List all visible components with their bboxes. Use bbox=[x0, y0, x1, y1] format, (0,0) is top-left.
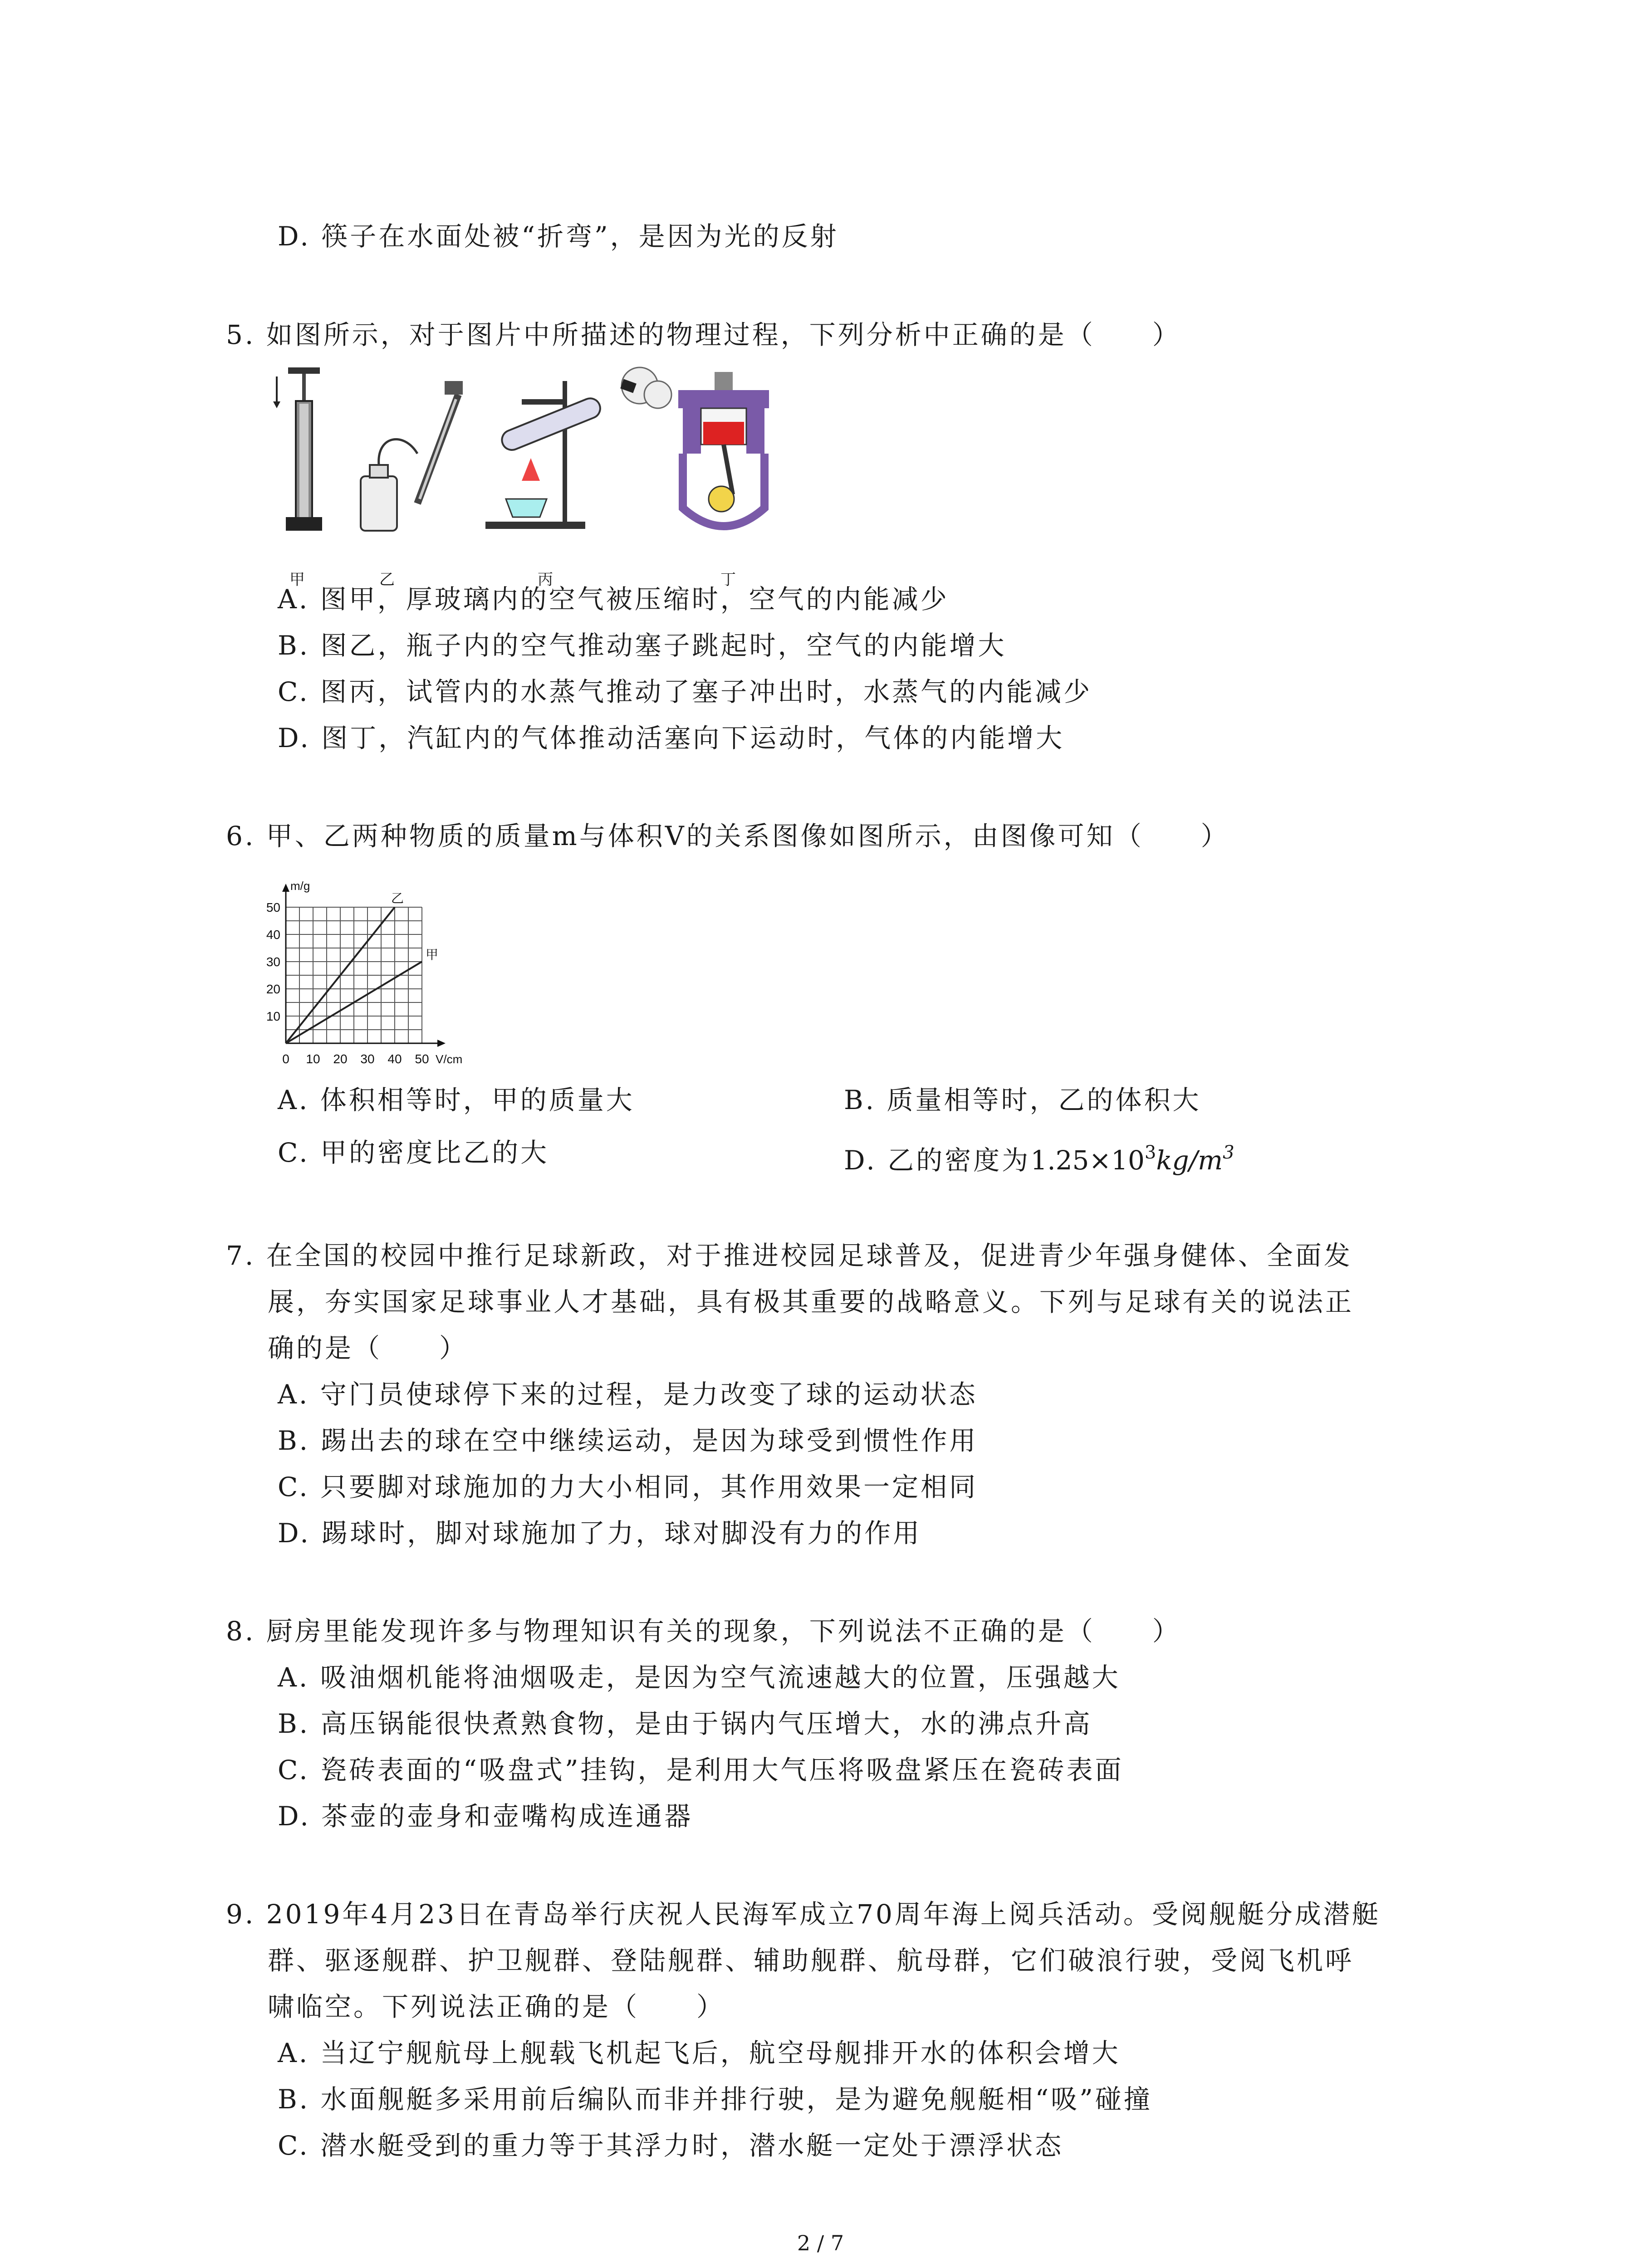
q9-stem-line1: 9. 2019年4月23日在青岛举行庆祝人民海军成立70周年海上阅兵活动。受阅舰艇分成潜艇 bbox=[226, 1899, 1381, 1930]
q9-stem-line2: 群、驱逐舰群、护卫舰群、登陆舰群、辅助舰群、航母群，它们破浪行驶，受阅飞机呼 bbox=[268, 1945, 1354, 1976]
q6-mass-volume-chart bbox=[250, 862, 504, 1080]
q6-d-exp: 3 bbox=[1144, 1142, 1156, 1163]
q4-option-d: D. 筷子在水面处被“折弯”，是因为光的反射 bbox=[278, 221, 839, 252]
q9-option-c: C. 潜水艇受到的重力等于其浮力时，潜水艇一定处于漂浮状态 bbox=[278, 2130, 1064, 2161]
test-tube-heating-illustration bbox=[485, 367, 671, 529]
q6-option-d bbox=[844, 1138, 1234, 1175]
q5-option-a: A. 图甲，厚玻璃内的空气被压缩时，空气的内能减少 bbox=[278, 584, 949, 615]
q9-option-b: B. 水面舰艇多采用前后编队而非并排行驶，是为避免舰艇相“吸”碰撞 bbox=[278, 2084, 1152, 2115]
fire-piston-illustration bbox=[273, 367, 322, 531]
q7-option-c: C. 只要脚对球施加的力大小相同，其作用效果一定相同 bbox=[278, 1471, 978, 1502]
q5-fig-label-jia: 甲 bbox=[289, 571, 305, 589]
q6-option-c: C. 甲的密度比乙的大 bbox=[278, 1137, 549, 1168]
x-tick-label: 30 bbox=[360, 1052, 375, 1066]
q5-fig-label-yi: 乙 bbox=[379, 571, 395, 589]
q6-d-unit-exp: 3 bbox=[1223, 1142, 1234, 1163]
q5-fig-label-ding: 丁 bbox=[720, 571, 736, 589]
q7-stem-line3: 确的是（ ） bbox=[268, 1333, 468, 1364]
y-tick-label: 10 bbox=[266, 1009, 280, 1023]
y-tick-label: 50 bbox=[266, 900, 280, 914]
x-tick-label: 50 bbox=[415, 1052, 429, 1066]
page-number: 2 / 7 bbox=[797, 2231, 844, 2255]
q9-stem-line3: 啸临空。下列说法正确的是（ ） bbox=[268, 1991, 725, 2022]
y-tick-label: 20 bbox=[266, 982, 280, 996]
q8-option-d: D. 茶壶的壶身和壶嘴构成连通器 bbox=[278, 1801, 693, 1832]
series-label-0: 乙 bbox=[391, 891, 404, 905]
x-axis-arrow bbox=[437, 1040, 446, 1047]
q7-option-d: D. 踢球时，脚对球施加了力，球对脚没有力的作用 bbox=[278, 1518, 922, 1549]
series-label-1: 甲 bbox=[426, 948, 439, 962]
x-tick-label: 10 bbox=[306, 1052, 320, 1066]
y-axis-arrow bbox=[282, 884, 289, 892]
q7-stem-line1: 7. 在全国的校园中推行足球新政，对于推进校园足球普及，促进青少年强身健体、全面发 bbox=[226, 1240, 1352, 1271]
q6-d-prefix: D. 乙的密度为 bbox=[844, 1145, 1031, 1176]
q5-stem: 5. 如图所示，对于图片中所描述的物理过程，下列分析中正确的是（ ） bbox=[226, 319, 1181, 350]
y-axis-label: m/g bbox=[290, 879, 310, 893]
q5-option-b: B. 图乙，瓶子内的空气推动塞子跳起时，空气的内能增大 bbox=[278, 630, 1007, 661]
engine-cylinder-illustration bbox=[678, 372, 769, 526]
q6-option-b: B. 质量相等时，乙的体积大 bbox=[844, 1085, 1201, 1115]
y-tick-label: 30 bbox=[266, 955, 280, 969]
q8-option-c: C. 瓷砖表面的“吸盘式”挂钩，是利用大气压将吸盘紧压在瓷砖表面 bbox=[278, 1755, 1124, 1785]
q5-option-c: C. 图丙，试管内的水蒸气推动了塞子冲出时，水蒸气的内能减少 bbox=[278, 676, 1092, 707]
q5-option-d: D. 图丁，汽缸内的气体推动活塞向下运动时，气体的内能增大 bbox=[278, 723, 1065, 753]
q9-option-a: A. 当辽宁舰航母上舰载飞机起飞后，航空母舰排开水的体积会增大 bbox=[278, 2038, 1121, 2068]
y-tick-label: 40 bbox=[266, 928, 280, 942]
q5-fig-label-bing: 丙 bbox=[538, 571, 553, 589]
q6-option-a: A. 体积相等时，甲的质量大 bbox=[278, 1085, 635, 1115]
q6-stem: 6. 甲、乙两种物质的质量m与体积V的关系图像如图所示，由图像可知（ ） bbox=[226, 821, 1230, 851]
q7-stem-line2: 展，夯实国家足球事业人才基础，具有极其重要的战略意义。下列与足球有关的说法正 bbox=[268, 1286, 1354, 1317]
x-tick-label: 40 bbox=[387, 1052, 402, 1066]
bottle-pump-illustration bbox=[361, 381, 463, 531]
q7-option-a: A. 守门员使球停下来的过程，是力改变了球的运动状态 bbox=[278, 1379, 978, 1410]
q6-d-value: 1.25×10 bbox=[1030, 1145, 1145, 1176]
q6-d-unit: kg/m bbox=[1156, 1145, 1223, 1176]
q7-option-b: B. 踢出去的球在空中继续运动，是因为球受到惯性作用 bbox=[278, 1425, 978, 1456]
q8-option-a: A. 吸油烟机能将油烟吸走，是因为空气流速越大的位置，压强越大 bbox=[278, 1662, 1121, 1693]
q8-stem: 8. 厨房里能发现许多与物理知识有关的现象，下列说法不正确的是（ ） bbox=[226, 1616, 1181, 1647]
q5-figure bbox=[268, 363, 803, 572]
x-tick-label: 20 bbox=[333, 1052, 348, 1066]
x-axis-label: V/cm bbox=[436, 1052, 463, 1066]
x-tick-label: 0 bbox=[282, 1052, 289, 1066]
q8-option-b: B. 高压锅能很快煮熟食物，是由于锅内气压增大，水的沸点升高 bbox=[278, 1708, 1092, 1739]
